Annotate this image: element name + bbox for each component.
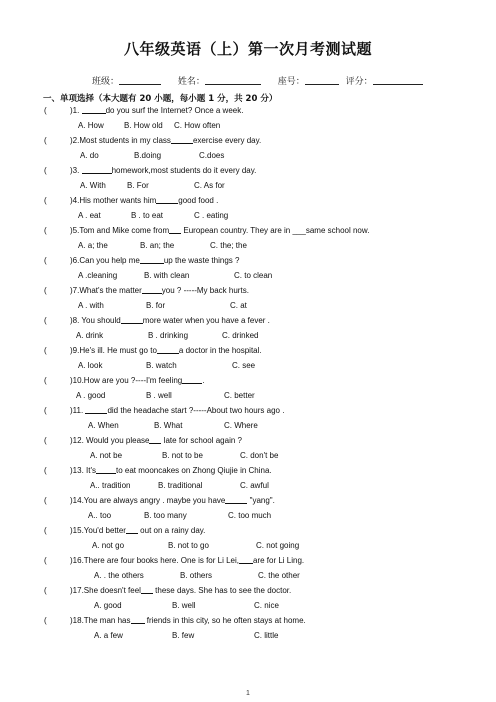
options-row — [44, 538, 474, 553]
option-b[interactable]: B. not to be — [162, 451, 203, 460]
question-text-after: do you surf the Internet? Once a week. — [105, 106, 244, 115]
answer-blank[interactable] — [239, 555, 253, 564]
question-text-after: homework,most students do it every day. — [111, 166, 257, 175]
question-item — [44, 613, 474, 643]
answer-blank[interactable] — [85, 405, 107, 414]
question-text-after: a doctor in the hospital. — [178, 346, 262, 355]
option-a[interactable]: A. not go — [92, 541, 125, 550]
answer-bracket[interactable]: ( — [44, 196, 47, 205]
page-number: 1 — [246, 690, 250, 697]
answer-blank[interactable] — [131, 615, 145, 624]
question-stem — [44, 313, 474, 328]
answer-blank[interactable] — [126, 525, 138, 534]
answer-bracket[interactable]: ( — [44, 526, 47, 535]
score-label: 评分： — [345, 77, 373, 87]
answer-bracket-close: ) — [70, 496, 73, 505]
answer-bracket[interactable]: ( — [44, 346, 47, 355]
question-item — [44, 493, 474, 523]
question-number: 1. — [72, 106, 80, 115]
question-text-before: He's ill. He must go to — [79, 346, 157, 355]
option-b[interactable]: B.doing — [134, 151, 162, 160]
question-item — [44, 193, 474, 223]
question-item — [44, 583, 474, 613]
question-text-after: European country. They are in ___same school now. — [181, 226, 370, 235]
option-b[interactable]: B . to eat — [131, 211, 164, 220]
answer-bracket-close: ) — [70, 466, 73, 475]
option-b[interactable]: B . drinking — [148, 331, 189, 340]
option-b[interactable]: B. for — [146, 301, 166, 310]
question-text-after: exercise every day. — [192, 136, 262, 145]
option-b[interactable]: B. too many — [144, 511, 187, 520]
question-number: 5. — [72, 226, 80, 235]
option-b[interactable]: B. few — [172, 631, 195, 640]
option-b[interactable]: B. traditional — [158, 481, 203, 490]
options-row — [44, 208, 474, 223]
option-c[interactable]: C. don't be — [240, 451, 279, 460]
question-number: 3. — [72, 166, 80, 175]
name-blank[interactable] — [205, 75, 261, 85]
question-text-after: did the headache start ?-----About two hours ago . — [107, 406, 285, 415]
option-c[interactable]: C. better — [224, 391, 255, 400]
options-row — [44, 478, 474, 493]
question-number: 14. — [72, 496, 84, 505]
answer-bracket[interactable]: ( — [44, 166, 47, 175]
question-text-before: What's the matter — [79, 286, 142, 295]
options-row — [44, 148, 474, 163]
seat-blank[interactable] — [305, 75, 339, 85]
option-a[interactable]: A. do — [80, 151, 99, 160]
question-text-after: "yang". — [247, 496, 275, 505]
question-text-before: Most students in my class — [79, 136, 171, 145]
student-info-row — [92, 74, 423, 87]
seat-label: 座号： — [277, 77, 305, 87]
option-c[interactable]: C. nice — [254, 601, 279, 610]
options-row — [44, 418, 474, 433]
option-b[interactable]: B. others — [180, 571, 213, 580]
answer-bracket[interactable]: ( — [44, 586, 47, 595]
score-blank[interactable] — [373, 75, 423, 85]
options-row — [44, 268, 474, 283]
options-row — [44, 298, 474, 313]
option-c[interactable]: C. How often — [174, 121, 221, 130]
question-number: 12. — [72, 436, 84, 445]
options-row — [44, 388, 474, 403]
answer-bracket-close: ) — [70, 436, 73, 445]
question-number: 2. — [72, 136, 80, 145]
options-row — [44, 448, 474, 463]
answer-bracket[interactable]: ( — [44, 226, 47, 235]
answer-bracket-close: ) — [70, 526, 73, 535]
question-stem — [44, 253, 474, 268]
question-text-after: friends in this city, so he often stays at home. — [144, 616, 306, 625]
question-stem — [44, 373, 474, 388]
answer-blank[interactable] — [156, 195, 178, 204]
option-a[interactable]: A. How — [78, 121, 104, 130]
option-c[interactable]: C. drinked — [222, 331, 259, 340]
options-row — [44, 238, 474, 253]
options-row — [44, 508, 474, 523]
answer-bracket[interactable]: ( — [44, 256, 47, 265]
option-c[interactable]: C. As for — [194, 181, 225, 190]
answer-blank[interactable] — [149, 435, 161, 444]
question-number: 16. — [72, 556, 84, 565]
option-b[interactable]: B. For — [127, 181, 149, 190]
option-b[interactable]: B . well — [146, 391, 172, 400]
question-number: 8. — [72, 316, 80, 325]
answer-blank[interactable] — [142, 285, 162, 294]
option-a[interactable]: A. drink — [76, 331, 104, 340]
question-stem — [44, 493, 474, 508]
option-c[interactable]: C . eating — [194, 211, 229, 220]
question-number: 18. — [72, 616, 84, 625]
question-text-after: . — [202, 376, 205, 385]
options-row — [44, 178, 474, 193]
question-stem — [44, 193, 474, 208]
question-text-after: good food . — [178, 196, 219, 205]
question-item — [44, 283, 474, 313]
answer-blank[interactable] — [96, 465, 116, 474]
question-item — [44, 553, 474, 583]
answer-bracket[interactable]: ( — [44, 496, 47, 505]
option-a[interactable]: A. When — [88, 421, 119, 430]
question-text-before: Would you please — [83, 436, 150, 445]
question-number: 10. — [72, 376, 84, 385]
answer-bracket-close: ) — [70, 106, 73, 115]
question-text-before: There are four books here. One is for Li Lei, — [83, 556, 239, 565]
answer-blank[interactable] — [157, 345, 179, 354]
option-a[interactable]: A . with — [78, 301, 104, 310]
question-item — [44, 223, 474, 253]
answer-bracket[interactable]: ( — [44, 406, 47, 415]
option-a[interactable]: A. With — [80, 181, 106, 190]
option-a[interactable]: A. look — [78, 361, 103, 370]
option-a[interactable]: A. good — [94, 601, 122, 610]
answer-blank[interactable] — [141, 585, 153, 594]
options-row — [44, 328, 474, 343]
answer-bracket-close: ) — [70, 196, 73, 205]
answer-blank[interactable] — [225, 495, 247, 504]
answer-bracket-close: ) — [70, 166, 73, 175]
option-b[interactable]: B. with clean — [144, 271, 190, 280]
question-text-after: these days. She has to see the doctor. — [152, 586, 292, 595]
question-item — [44, 253, 474, 283]
question-text-before: Can you help me — [79, 256, 140, 265]
question-stem — [44, 613, 474, 628]
question-text-before: You are always angry . maybe you have — [83, 496, 226, 505]
question-number: 4. — [72, 196, 80, 205]
answer-bracket-close: ) — [70, 226, 73, 235]
question-text-before: She doesn't feel — [83, 586, 141, 595]
option-c[interactable]: C. little — [254, 631, 279, 640]
answer-bracket[interactable]: ( — [44, 466, 47, 475]
question-item — [44, 403, 474, 433]
question-item — [44, 373, 474, 403]
question-text-before: It's — [83, 466, 96, 475]
option-a[interactable]: A. a few — [94, 631, 123, 640]
question-item — [44, 103, 474, 133]
question-item — [44, 433, 474, 463]
options-row — [44, 568, 474, 583]
question-number: 11. — [72, 406, 84, 415]
name-label: 姓名： — [177, 77, 205, 87]
answer-bracket[interactable]: ( — [44, 316, 47, 325]
question-text-after: late for school again ? — [161, 436, 242, 445]
answer-blank[interactable] — [171, 135, 193, 144]
question-item — [44, 523, 474, 553]
option-b[interactable]: B. What — [154, 421, 183, 430]
question-item — [44, 343, 474, 373]
option-c[interactable]: C. too much — [228, 511, 272, 520]
answer-bracket-close: ) — [70, 346, 73, 355]
answer-bracket-close: ) — [70, 406, 73, 415]
question-stem — [44, 133, 474, 148]
question-text-after: out on a rainy day. — [137, 526, 206, 535]
question-text-after: up the waste things ? — [163, 256, 240, 265]
option-b[interactable]: B. How old — [124, 121, 163, 130]
option-a[interactable]: A . good — [76, 391, 106, 400]
answer-bracket[interactable]: ( — [44, 106, 47, 115]
option-b[interactable]: B. not to go — [168, 541, 209, 550]
question-number: 15. — [72, 526, 84, 535]
option-c[interactable]: C. the other — [258, 571, 300, 580]
answer-bracket[interactable]: ( — [44, 556, 47, 565]
question-text-before: You'd better — [83, 526, 126, 535]
option-c[interactable]: C.does — [199, 151, 225, 160]
question-stem — [44, 523, 474, 538]
question-item — [44, 463, 474, 493]
option-a[interactable]: A. . the others — [94, 571, 144, 580]
question-text-before: The man has — [83, 616, 131, 625]
page-title: 八年级英语（上）第一次月考测试题 — [123, 40, 372, 58]
question-text-before: You should — [79, 316, 121, 325]
answer-bracket[interactable]: ( — [44, 286, 47, 295]
answer-bracket[interactable]: ( — [44, 616, 47, 625]
question-item — [44, 313, 474, 343]
question-number: 13. — [72, 466, 84, 475]
option-c[interactable]: C. see — [232, 361, 256, 370]
answer-blank[interactable] — [169, 225, 181, 234]
question-number: 9. — [72, 346, 80, 355]
answer-bracket-close: ) — [70, 286, 73, 295]
answer-bracket-close: ) — [70, 556, 73, 565]
answer-bracket-close: ) — [70, 586, 73, 595]
question-text-after: to eat mooncakes on Zhong Qiujie in China. — [116, 466, 272, 475]
option-a[interactable]: A .cleaning — [78, 271, 118, 280]
answer-blank[interactable] — [182, 375, 205, 385]
question-stem — [44, 223, 474, 238]
question-text-before: His mother wants him — [79, 196, 157, 205]
answer-bracket-close: ) — [70, 616, 73, 625]
options-row — [44, 598, 474, 613]
answer-bracket-close: ) — [70, 376, 73, 385]
answer-bracket-close: ) — [70, 136, 73, 145]
option-c[interactable]: C. at — [230, 301, 247, 310]
option-a[interactable]: A.. tradition — [90, 481, 131, 490]
question-text-after: more water when you have a fever . — [142, 316, 270, 325]
option-c[interactable]: C. to clean — [234, 271, 273, 280]
answer-blank[interactable] — [82, 105, 106, 114]
question-stem — [44, 103, 474, 118]
option-b[interactable]: B. well — [172, 601, 196, 610]
question-stem — [44, 343, 474, 358]
class-blank[interactable] — [119, 75, 161, 85]
question-stem — [44, 553, 474, 568]
option-a[interactable]: A. not be — [90, 451, 123, 460]
answer-blank[interactable] — [140, 255, 164, 264]
question-text-before: Tom and Mike come from — [79, 226, 170, 235]
option-a[interactable]: A.. too — [88, 511, 112, 520]
question-stem — [44, 283, 474, 298]
question-text-before: How are you ?----I'm feeling — [83, 376, 183, 385]
option-a[interactable]: A. a; the — [78, 241, 108, 250]
section-heading: 一、单项选择（本大题有 20 小题，每小题 1 分，共 20 分） — [43, 94, 278, 104]
option-c[interactable]: C. not going — [256, 541, 300, 550]
answer-bracket[interactable]: ( — [44, 136, 47, 145]
answer-bracket-close: ) — [70, 256, 73, 265]
option-b[interactable]: B. an; the — [140, 241, 175, 250]
question-stem — [44, 433, 474, 448]
answer-bracket[interactable]: ( — [44, 436, 47, 445]
question-text-after: you ? -----My back hurts. — [161, 286, 249, 295]
option-a[interactable]: A . eat — [78, 211, 101, 220]
question-item — [44, 163, 474, 193]
option-c[interactable]: C. awful — [240, 481, 269, 490]
question-text-after: are for Li Ling. — [253, 556, 305, 565]
class-label: 班级： — [92, 77, 120, 87]
options-row — [44, 358, 474, 373]
answer-bracket[interactable]: ( — [44, 376, 47, 385]
question-number: 6. — [72, 256, 80, 265]
question-stem — [44, 583, 474, 598]
answer-blank[interactable] — [121, 315, 143, 324]
question-list — [44, 103, 474, 643]
question-stem — [44, 163, 474, 178]
option-c[interactable]: C. Where — [224, 421, 258, 430]
options-row — [44, 118, 474, 133]
question-number: 7. — [72, 286, 80, 295]
question-number: 17. — [72, 586, 84, 595]
question-stem — [44, 463, 474, 478]
question-item — [44, 133, 474, 163]
options-row — [44, 628, 474, 643]
answer-bracket-close: ) — [70, 316, 73, 325]
question-stem — [44, 403, 474, 418]
option-c[interactable]: C. the; the — [210, 241, 247, 250]
option-b[interactable]: B. watch — [146, 361, 177, 370]
answer-blank[interactable] — [82, 165, 112, 174]
